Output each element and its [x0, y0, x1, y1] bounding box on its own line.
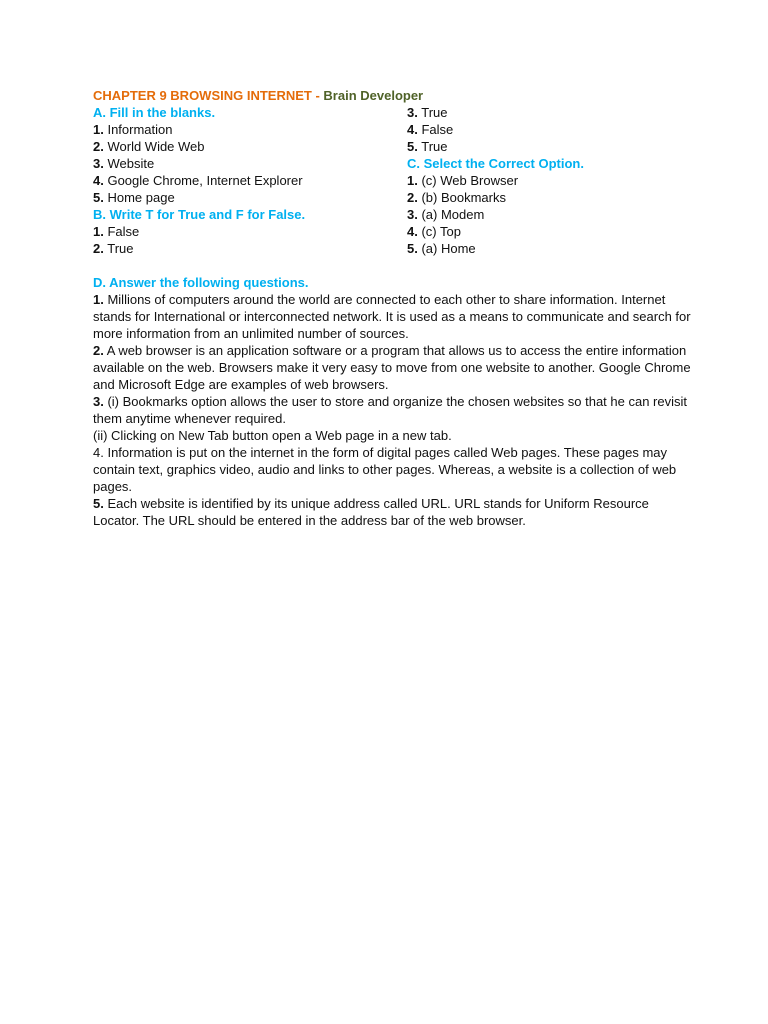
answer-number: 1. — [93, 292, 104, 307]
section-b-item — [407, 104, 693, 121]
item-text: True — [421, 105, 448, 120]
item-text: (c) Top — [421, 224, 461, 239]
answer-paragraph — [93, 291, 693, 342]
item-text: Information — [107, 122, 173, 137]
section-a-item — [93, 121, 407, 138]
answer-text: A web browser is an application software or a program that allows us to access the entire information available on the web. Browsers make it very easy to move from one website to another. Google Chrome and Microsoft Edge are examples of web browsers. — [93, 343, 691, 392]
book-name: Brain Developer — [323, 88, 424, 103]
section-a-item — [93, 172, 407, 189]
answer-paragraph — [93, 495, 693, 529]
item-number: 5. — [407, 241, 418, 256]
item-number: 2. — [93, 241, 104, 256]
item-text: (c) Web Browser — [421, 173, 519, 188]
chapter-title — [93, 87, 693, 104]
section-c-item — [407, 240, 693, 257]
answer-sheet — [93, 87, 693, 529]
answer-number: 2. — [93, 343, 104, 358]
item-number: 1. — [93, 224, 104, 239]
answer-text: (ii) Clicking on New Tab button open a Web page in a new tab. — [93, 428, 452, 443]
section-spacer — [93, 257, 693, 274]
section-c-item — [407, 223, 693, 240]
section-d-heading: D. Answer the following questions. — [93, 275, 309, 290]
item-text: Home page — [107, 190, 175, 205]
item-number: 4. — [407, 224, 418, 239]
section-a-item — [93, 155, 407, 172]
section-b-item — [93, 223, 407, 240]
item-text: True — [421, 139, 448, 154]
item-number: 3. — [407, 207, 418, 222]
answer-number: 5. — [93, 496, 104, 511]
section-c-item — [407, 189, 693, 206]
left-column — [93, 104, 407, 257]
item-number: 1. — [407, 173, 418, 188]
section-c-item — [407, 206, 693, 223]
answer-paragraph — [93, 427, 693, 444]
item-number: 4. — [93, 173, 104, 188]
section-c-heading: C. Select the Correct Option. — [407, 156, 584, 171]
item-number: 3. — [407, 105, 418, 120]
item-text: Google Chrome, Internet Explorer — [107, 173, 303, 188]
answer-paragraph — [93, 393, 693, 427]
title-separator: - — [311, 88, 324, 103]
answer-text: Millions of computers around the world are connected to each other to share information. Internet stands for International or interconnected network. It is used as a means to communicate and search for more information from an unlimited number of sources. — [93, 292, 691, 341]
item-number: 2. — [93, 139, 104, 154]
section-b-item — [407, 121, 693, 138]
section-a-item — [93, 138, 407, 155]
answer-text: 4. Information is put on the internet in the form of digital pages called Web pages. These pages may contain text, graphics video, audio and links to other pages. Whereas, a website is a collection of web pages. — [93, 445, 677, 494]
item-text: False — [107, 224, 140, 239]
section-b-item — [93, 240, 407, 257]
section-c-item — [407, 172, 693, 189]
section-a-heading: A. Fill in the blanks. — [93, 105, 216, 120]
item-text: (a) Modem — [421, 207, 485, 222]
right-column — [407, 104, 693, 257]
item-number: 5. — [407, 139, 418, 154]
item-number: 2. — [407, 190, 418, 205]
answer-paragraph — [93, 342, 693, 393]
section-b-heading: B. Write T for True and F for False. — [93, 207, 306, 222]
item-text: World Wide Web — [107, 139, 205, 154]
item-number: 1. — [93, 122, 104, 137]
answer-number: 3. — [93, 394, 104, 409]
answer-text: (i) Bookmarks option allows the user to store and organize the chosen websites so that he can revisit them anytime whenever required. — [93, 394, 687, 426]
answer-columns — [93, 104, 693, 257]
item-number: 5. — [93, 190, 104, 205]
answer-paragraph — [93, 444, 693, 495]
answer-text: Each website is identified by its unique address called URL. URL stands for Uniform Resource Locator. The URL should be entered in the address bar of the web browser. — [93, 496, 649, 528]
item-text: False — [421, 122, 454, 137]
item-text: True — [107, 241, 134, 256]
item-number: 3. — [93, 156, 104, 171]
item-number: 4. — [407, 122, 418, 137]
item-text: (b) Bookmarks — [421, 190, 506, 205]
chapter-name: CHAPTER 9 BROWSING INTERNET — [93, 88, 312, 103]
item-text: (a) Home — [421, 241, 476, 256]
item-text: Website — [107, 156, 155, 171]
section-a-item — [93, 189, 407, 206]
section-b-item — [407, 138, 693, 155]
